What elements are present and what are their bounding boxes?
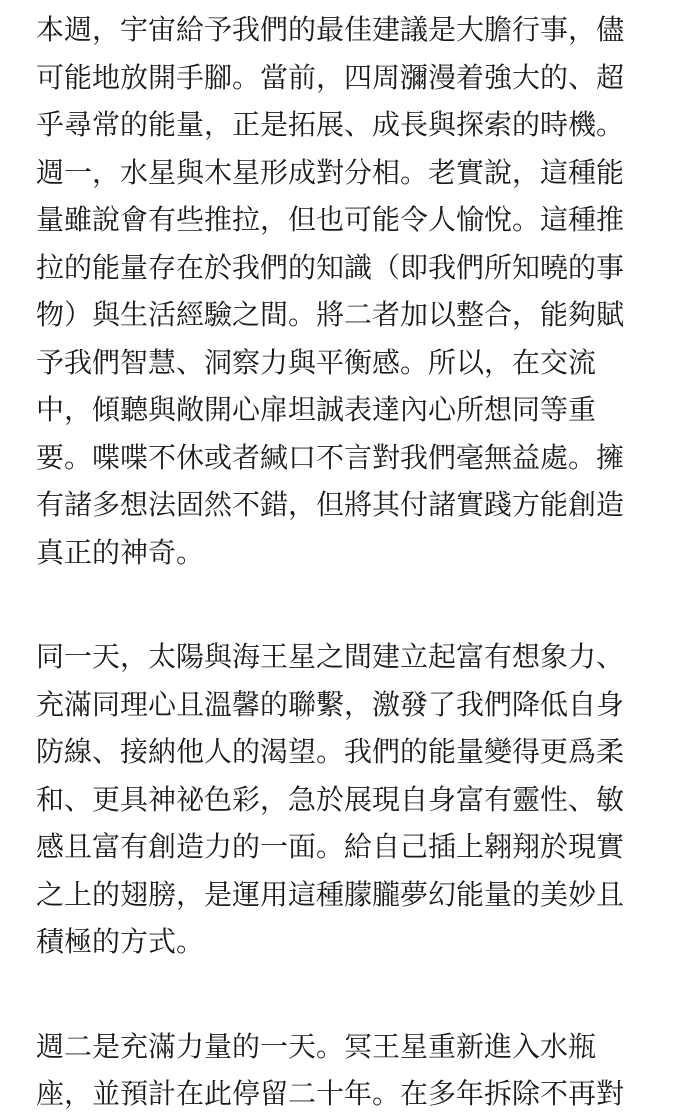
text-line: 週二是充滿力量的一天。冥王星重新進入水瓶: [36, 1029, 597, 1063]
text-line: 物）與生活經驗之間。將二者加以整合，能夠賦: [36, 298, 625, 331]
text-line: 週一，水星與木星形成對分相。老實說，這種能: [36, 155, 625, 189]
text-line: 和、更具神祕色彩，急於展現自身富有靈性、敏: [36, 782, 625, 816]
text-line: 量雖說會有些推拉，但也可能令人愉悅。這種推: [36, 203, 625, 236]
text-line: 要。喋喋不休或者緘口不言對我們毫無益處。擁: [36, 440, 625, 474]
paragraph-2: [36, 633, 663, 966]
text-line: 拉的能量存在於我們的知識（即我們所知曉的事: [36, 250, 625, 284]
text-line: 本週，宇宙給予我們的最佳建議是大膽行事，儘: [36, 13, 625, 46]
text-line: 乎尋常的能量，正是拓展、成長與探索的時機。: [36, 108, 625, 141]
article-body: [36, 6, 663, 1118]
text-line: 積極的方式。: [36, 925, 205, 958]
text-line: 可能地放開手腳。當前，四周瀰漫着強大的、超: [36, 60, 625, 94]
text-line: 真正的神奇。: [36, 535, 205, 569]
text-line: 同一天，太陽與海王星之間建立起富有想象力、: [36, 640, 625, 673]
text-line: 之上的翅膀，是運用這種朦朧夢幻能量的美妙且: [36, 877, 625, 911]
paragraph-1: [36, 6, 663, 576]
text-line: 座，並預計在此停留二十年。在多年拆除不再對: [36, 1077, 625, 1110]
text-line: 予我們智慧、洞察力與平衡感。所以，在交流: [36, 345, 597, 379]
text-line: 防線、接納他人的渴望。我們的能量變得更爲柔: [36, 735, 625, 768]
paragraph-3: [36, 1023, 663, 1118]
text-line: 有諸多想法固然不錯，但將其付諸實踐方能創造: [36, 488, 625, 521]
text-line: 充滿同理心且溫馨的聯繫，激發了我們降低自身: [36, 687, 625, 721]
text-line: 感且富有創造力的一面。給自己插上翱翔於現實: [36, 830, 625, 863]
text-line: 中，傾聽與敞開心扉坦誠表達內心所想同等重: [36, 393, 597, 426]
paragraph-gap: [36, 576, 663, 633]
paragraph-gap: [36, 966, 663, 1023]
